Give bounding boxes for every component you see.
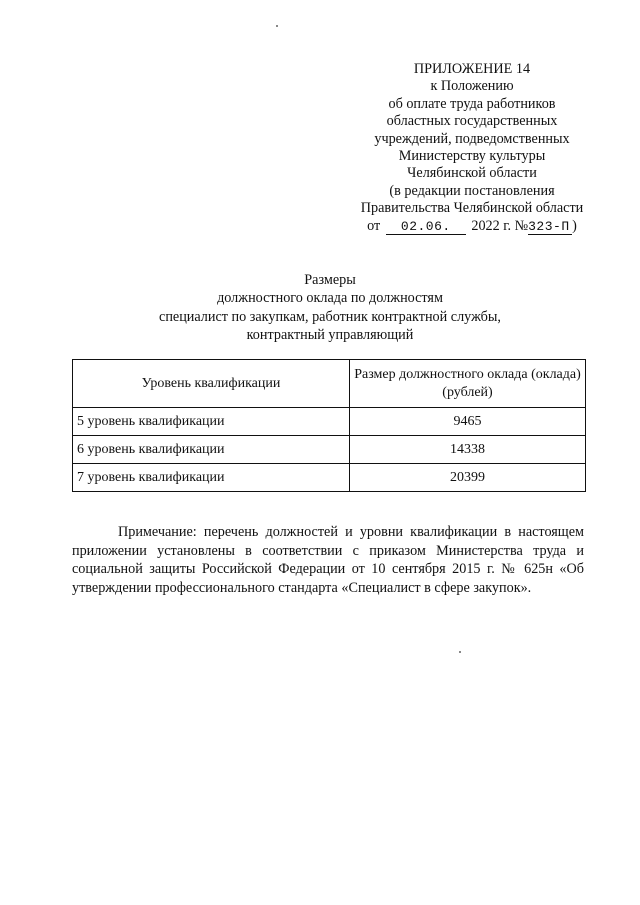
closing-paren: ) <box>572 217 577 234</box>
title-line: должностного оклада по должностям <box>217 290 443 307</box>
title-line: контрактный управляющий <box>246 327 414 344</box>
header-line: областных государственных <box>386 113 558 130</box>
appendix-title: ПРИЛОЖЕНИЕ 14 <box>413 61 531 77</box>
header-line: (в редакции постановления <box>389 182 555 199</box>
resolution-date-line <box>338 218 606 235</box>
resolution-number: 323-П <box>528 220 572 235</box>
table-row <box>73 408 586 436</box>
level-cell: 6 уровень квалификации <box>73 436 350 464</box>
column-header-level: Уровень квалификации <box>73 360 350 408</box>
scan-speck <box>276 25 278 27</box>
appendix-header <box>338 61 606 235</box>
date-prefix: от <box>367 217 381 234</box>
table-header-row <box>73 360 586 408</box>
table-row <box>73 464 586 492</box>
title-line: специалист по закупкам, работник контрактной службы, <box>159 308 501 325</box>
header-line: Челябинской области <box>407 165 537 182</box>
salary-cell: 9465 <box>350 408 586 436</box>
note-paragraph: Примечание: перечень должностей и уровни квалификации в настоящем приложении установлены в соответствии с приказом Министерства труда и социальной защиты Российской Федерации от 10 сентября 2015 г. № 625н «Об утверждении профессионального стандарта «Специалист в сфере закупок». <box>72 524 584 596</box>
header-line: Правительства Челябинской области <box>360 200 584 217</box>
header-line: Министерству культуры <box>398 148 546 165</box>
header-line: к Положению <box>430 78 514 95</box>
salary-cell: 14338 <box>350 436 586 464</box>
level-cell: 5 уровень квалификации <box>73 408 350 436</box>
column-header-salary: Размер должностного оклада (оклада) (рублей) <box>350 360 586 408</box>
year-number-label: 2022 г. № <box>471 217 529 234</box>
salary-table <box>72 359 586 492</box>
resolution-date: 02.06. <box>386 220 466 235</box>
header-line: учреждений, подведомственных <box>374 130 570 147</box>
scan-speck <box>459 651 461 653</box>
title-line: Размеры <box>304 272 356 288</box>
level-cell: 7 уровень квалификации <box>73 464 350 492</box>
document-title <box>100 271 560 345</box>
table-row <box>73 436 586 464</box>
salary-cell: 20399 <box>350 464 586 492</box>
header-line: об оплате труда работников <box>388 95 556 112</box>
